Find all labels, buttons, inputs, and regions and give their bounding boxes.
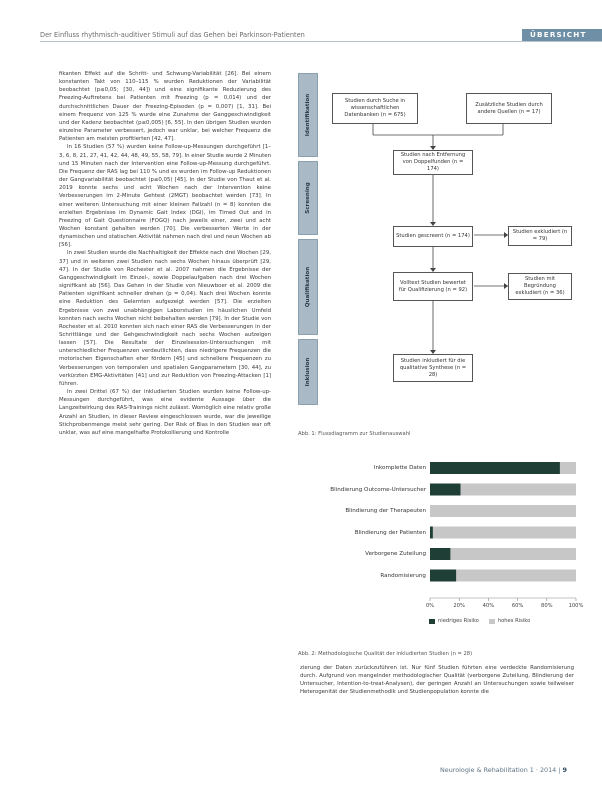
category-label: Blindierung der Patienten: [354, 529, 426, 536]
bar-high-risk: [450, 548, 576, 560]
legend-swatch: [429, 619, 435, 624]
paragraph: In zwei Drittel (67 %) der inkludierten Studien wurden keine Follow-up-Messungen durchgeführt, was eine evidente Aussage über die Langzeitwirkung des RAS-Trainings nicht zulässt. Womöglich eine relativ große Anzahl an Studien, in dieser Review eingeschlossen wurde, war die jeweilige Stichprobenmenge meist sehr gering. Der Risk of Bias in den Studien war oft unklar, was auf eine mangelhafte Protokollierung und Kontrolle: [59, 389, 271, 436]
box-fulltext-assessed: Volltext Studien bewertet für Qualifizierung (n = 92): [393, 272, 473, 301]
bar-low-risk: [430, 548, 450, 560]
x-tick-label: 80%: [541, 603, 553, 609]
bar-low-risk: [430, 527, 433, 539]
page-footer: Neurologie & Rehabilitation 1 · 2014 | 9: [440, 766, 567, 774]
running-header: [0, 0, 602, 40]
category-label: Inkomplette Daten: [373, 465, 426, 471]
journal-name: Neurologie & Rehabilitation 1 · 2014: [440, 766, 557, 774]
bar-low-risk: [430, 570, 456, 582]
x-tick-label: 60%: [511, 603, 524, 609]
legend-item-low: niedriges Risiko: [429, 618, 479, 624]
stage-screening: Screening: [298, 161, 318, 235]
bar-high-risk: [430, 505, 576, 517]
x-tick-label: 40%: [482, 603, 495, 609]
x-tick-label: 100%: [568, 603, 584, 609]
box-excluded: Studien exkludiert (n = 79): [508, 226, 572, 246]
bar-high-risk: [456, 570, 576, 582]
box-deduplicated: Studien nach Entfernung von Doppelfunden (n = 174): [393, 150, 473, 175]
legend-item-high: hohes Risiko: [489, 618, 530, 624]
bar-high-risk: [433, 527, 576, 539]
flow-diagram: [298, 73, 582, 409]
x-tick-label: 20%: [453, 603, 465, 609]
header-divider: [40, 41, 602, 42]
box-included: Studien inkludiert für die qualitative Synthese (n = 28): [393, 354, 473, 382]
box-screened: Studien gescreent (n = 174): [393, 226, 473, 247]
section-tab: ÜBERSICHT: [522, 29, 602, 41]
category-label: Randomisierung: [380, 572, 426, 579]
body-text-left: [59, 70, 271, 437]
bar-high-risk: [560, 462, 576, 474]
stage-identification: Identifikation: [298, 73, 318, 157]
paragraph: In zwei Studien wurde die Nachhaltigkeit der Effekte nach drei Wochen [29, 37] und in weiteren zwei Studien nach sechs Wochen hinaus überprüft [29, 47]. In der Studie von Rochester et al. 2007 nahmen die Ergebnisse der Ganggeschwindigkeit im Einzel-, sowie Doppelaufgaben nach drei Wochen signifikant ab [56]. Das Gehen in der Studie von Nieuwboer et al. 2009 die Patienten signifikant schneller drehen (p = 0,04). Nach drei Wochen konnte eine Reduktion des Gelernten aufgezeigt werden [57]. Die erzielten Ergebnisse von zwei unabhängigen Laborstudien im häuslichen Umfeld konnten nach sechs Wochen nicht beibehalten werden [79]. In der Studie von Rochester et al. 2010 konnten sich nach einer RAS die Verbesserungen in der Schrittlänge und der Gehgeschwindigkeit nach sechs Wochen aufzeigen lassen [57]. Die Resultate der Einzelsession-Untersuchungen mit unterschiedlicher Frequenzen verdeutlichten, dass niedrigere Frequenzen die motorischen Eigenschaften eher fördern [45] und schnellere Frequenzen zu Verbesserungen von temporalen und spatialen Gangparametern [30, 44], zu verkürzten EMG-Aktivitäten [41] und zur Reduktion von Freezing-Attacken [1] führen.: [59, 250, 271, 387]
body-text-right: zierung der Daten zurückzuführen ist. Nur fünf Studien führten eine verdeckte Randomisierung durch. Aufgrund von mangelnder methodologischer Qualität (verborgene Zuteilung, Blindierung der Untersucher, Intention-to-treat-Analysen), der geringen Anzahl an Untersuchungen sowie teilweiser Heterogenität der Studienmethodik und Studienpopulation konnte die: [300, 665, 574, 696]
paragraph: fikanten Effekt auf die Schritt- und Schwung-Variabilität [26]. Bei einem konstanten Takt von 110–115 % wurden Reduktionen der Variabilität beobachtet (p≤0,05; [30, 44]) und eine signifikante Reduzierung des Freezing-Auftretens bei Patienten mit Freezing (p = 0,014) und der durchschnittlichen Dauer der Freezing-Episoden (p = 0,007) [1, 31]. Bei einem Frequenz von 125 % wurde eine Zunahme der Ganggeschwindigkeit und der Kadenz beobachtet (p≤0,005) [6, 55]. In den übrigen Studien wurden einzelne Parameter verbessert, jedoch war unklar, bei welcher Frequenz die Patienten am meisten profitierten [42, 47].: [59, 71, 271, 143]
chart-legend: [429, 618, 530, 624]
page-number: 9: [562, 766, 567, 774]
figure2-caption: Abb. 2: Methodologische Qualität der inkludierten Studien (n = 28): [298, 651, 473, 657]
stage-inclusion: Inklusion: [298, 339, 318, 405]
figure1-caption: Abb. 1: Flussdiagramm zur Studienauswahl: [298, 431, 411, 437]
box-fulltext-excluded: Studien mit Begründung exkludiert (n = 36): [508, 273, 572, 300]
stage-qualification: Qualifikation: [298, 239, 318, 335]
legend-swatch: [489, 619, 495, 624]
category-label: Blindierung der Therapeuten: [345, 508, 426, 514]
quality-chart: [298, 452, 582, 648]
category-label: Blindierung Outcome-Untersucher: [330, 486, 426, 493]
x-tick-label: 0%: [425, 603, 435, 609]
running-title: Der Einfluss rhythmisch-auditiver Stimuli auf das Gehen bei Parkinson-Patienten: [40, 31, 305, 39]
paragraph: In 16 Studien (57 %) wurden keine Follow-up-Messungen durchgeführt [1–3, 6, 8, 21, 27, 41, 42, 44, 48, 49, 55, 58, 79]. In einer Studie wurde 2 Minuten und 15 Minuten nach der Intervention eine Follow-up-Messung durchgeführt. Die Frequenz der RAS lag bei 110 % und es wurden im Follow-up Reduktionen der Gangvariabilität beobachtet (p≤0,05) [45]. In der Studie von Thaut et al. 2019 konnte sechs und acht Wochen nach der Intervention keine Verbesserungen im 2-Minute Gehtest (2MGT) beobachtet werden [73]. In einer weiteren Untersuchung mit einer kleinen Fallzahl (n = 8) konnten die erzielten Ergebnisse im Dynamic Gait Index (DGI), im Timed Out and in Freezing of Gait Questionnaire (FOGQ) nach jeweils einer, zwei und acht Wochen konstant gehalten werden [70]. Die verbesserten Werte in der dynamischen und statischen Aktivität nahmen nach drei und neun Wochen ab [56].: [59, 144, 272, 249]
category-label: Verborgene Zuteilung: [365, 551, 426, 557]
bar-low-risk: [430, 462, 560, 474]
bar-high-risk: [461, 484, 576, 496]
box-database-records: Studien durch Suche in wissenschaftlichen Datenbanken (n = 675): [332, 93, 418, 124]
box-other-sources: Zusätzliche Studien durch andere Quellen (n = 17): [466, 93, 552, 124]
bar-low-risk: [430, 484, 461, 496]
